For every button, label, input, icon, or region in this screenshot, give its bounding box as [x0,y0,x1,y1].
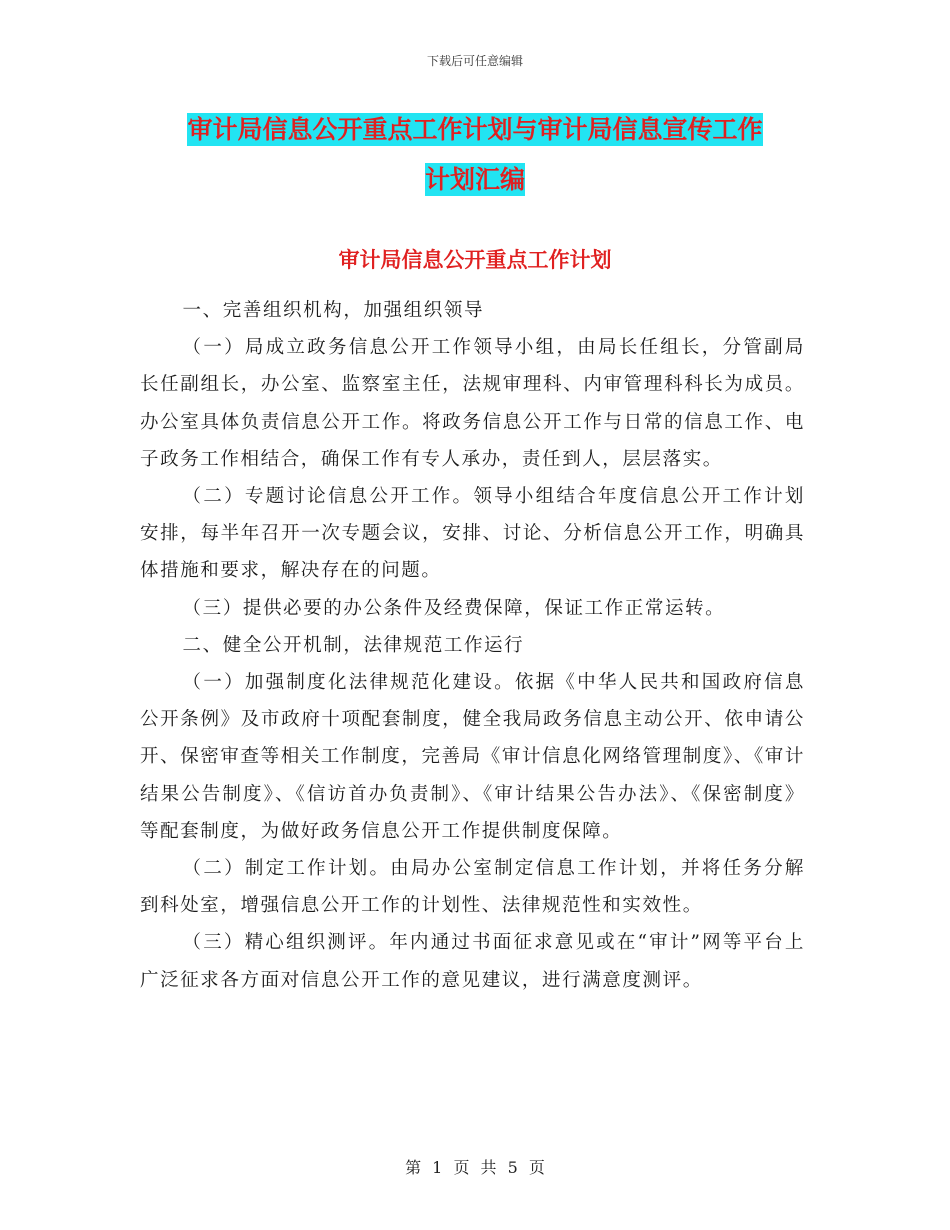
document-title-line-2: 计划汇编 [424,165,525,194]
paragraph: 二、健全公开机制，法律规范工作运行 [182,634,525,656]
document-title-line-1: 审计局信息公开重点工作计划与审计局信息宣传工作 [187,115,763,144]
section-title: 审计局信息公开重点工作计划 [338,248,612,272]
paragraph: （三）精心组织测评。年内通过书面征求意见或在“审计”网等平台上广泛征求各方面对信息公开工作的意见建议，进行满意度测评。 [140,932,805,991]
header-note: 下载后可任意编辑 [426,54,523,68]
paragraph: （二）专题讨论信息公开工作。领导小组结合年度信息公开工作计划安排，每半年召开一次专题会议，安排、讨论、分析信息公开工作，明确具体措施和要求，解决存在的问题。 [140,486,805,582]
paragraph: （一）局成立政务信息公开工作领导小组，由局长任组长，分管副局长任副组长，办公室、监察室主任，法规审理科、内审管理科科长为成员。办公室具体负责信息公开工作。将政务信息公开工作与日常的信息工作、电子政务工作相结合，确保工作有专人承办，责任到人，层层落实。 [140,337,805,470]
document-body [140,292,805,999]
paragraph: 一、完善组织机构，加强组织领导 [182,300,485,321]
paragraph: （二）制定工作计划。由局办公室制定信息工作计划，并将任务分解到科处室，增强信息公开工作的计划性、法律规范性和实效性。 [140,858,805,917]
paragraph: （一）加强制度化法律规范化建设。依据《中华人民共和国政府信息公开条例》及市政府十项配套制度，健全我局政务信息主动公开、依申请公开、保密审查等相关工作制度，完善局《审计信息化网络管理制度》、《审计结果公告制度》、《信访首办负责制》、《审计结果公告办法》、《保密制度》等配套制度，为做好政务信息公开工作提供制度保障。 [140,672,805,842]
page-footer: 第 1 页 共 5 页 [405,1158,545,1177]
document-title [140,105,810,205]
paragraph: （三）提供必要的办公条件及经费保障，保证工作正常运转。 [182,597,726,619]
